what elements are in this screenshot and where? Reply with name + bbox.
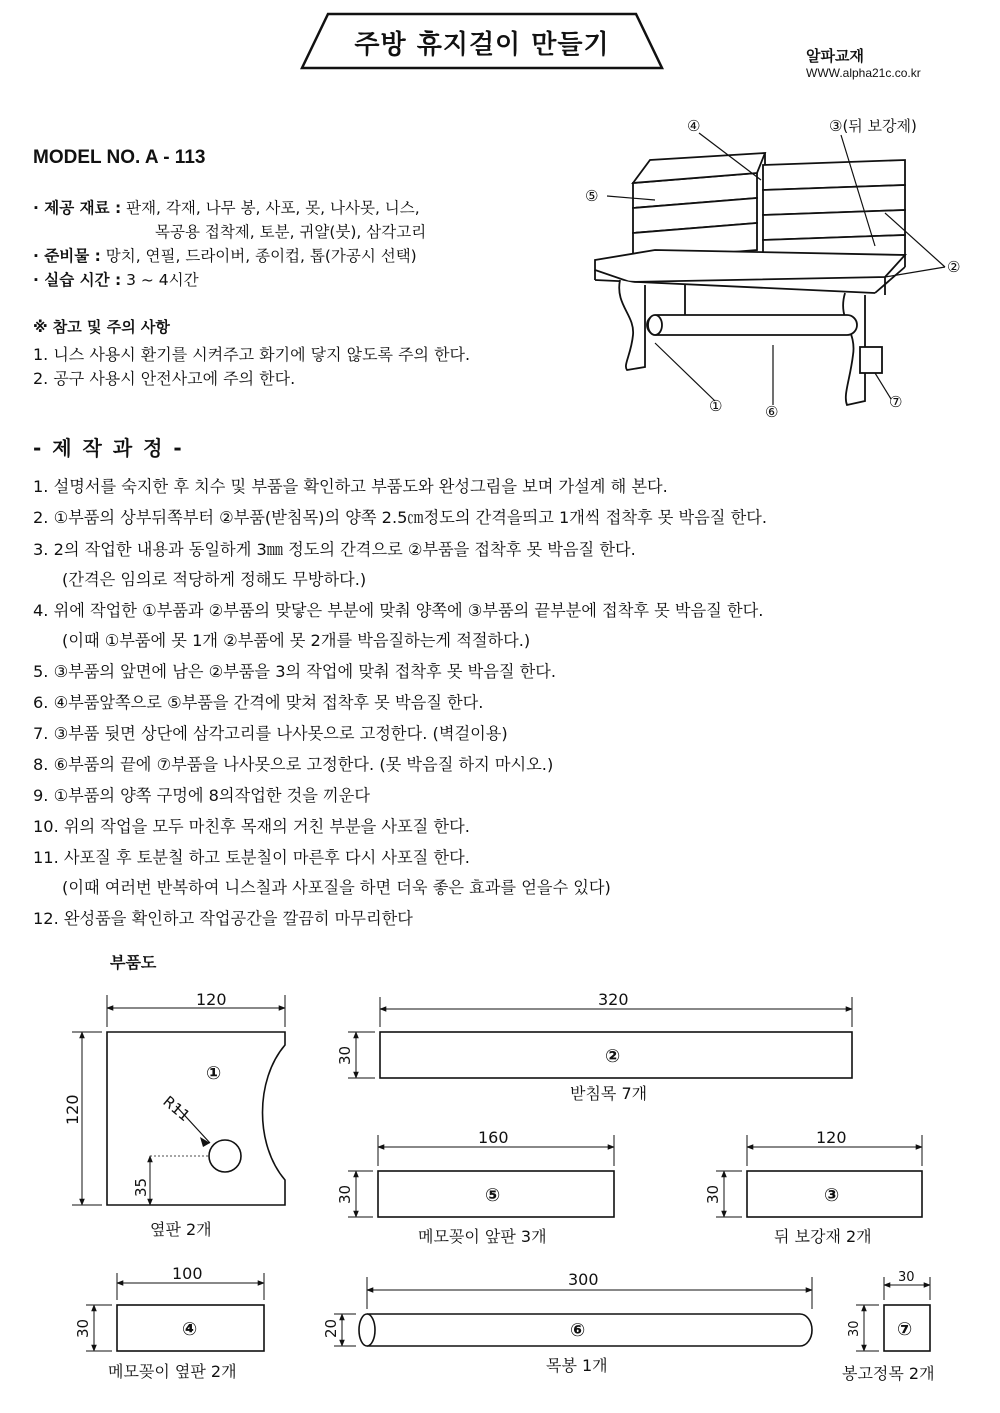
prep-label: · 준비물 : (33, 247, 101, 265)
materials-value-2: 목공용 접착제, 토분, 귀얄(붓), 삼각고리 (155, 223, 427, 241)
prep-row (33, 244, 417, 266)
part5-height: 30 (336, 1184, 354, 1204)
process-step: 10. 위의 작업을 모두 마친후 목재의 거친 부분을 사포질 한다. (33, 817, 470, 836)
process-step: 12. 완성품을 확인하고 작업공간을 깔끔히 마무리한다 (33, 909, 413, 928)
part2-width: 320 (598, 990, 629, 1009)
process-step: (이때 ①부품에 못 1개 ②부품에 못 2개를 박음질하는게 적절하다.) (62, 631, 531, 650)
part2-caption: 받침목 7개 (570, 1084, 648, 1103)
model-number: MODEL NO. A - 113 (33, 147, 206, 168)
part1-hole-height: 35 (132, 1177, 150, 1197)
part6-caption: 목봉 1개 (546, 1356, 608, 1375)
part5-width: 160 (478, 1128, 509, 1147)
part1-number: ① (206, 1063, 222, 1084)
callout-5: ⑤ (585, 187, 599, 205)
process-step: 5. ③부품의 앞면에 남은 ②부품을 3의 작업에 맞춰 접착후 못 박음질 한다. (33, 662, 557, 681)
part5-number: ⑤ (485, 1185, 501, 1206)
materials-row (33, 196, 420, 218)
part7-height: 30 (847, 1320, 862, 1337)
process-step: (이때 여러번 반복하여 니스칠과 사포질을 하면 더욱 좋은 효과를 얻을수 있다) (62, 878, 611, 897)
part3-width: 120 (816, 1128, 847, 1147)
time-label: · 실습 시간 : (33, 271, 122, 289)
part7-number: ⑦ (897, 1319, 913, 1340)
part4-caption: 메모꽂이 옆판 2개 (108, 1362, 237, 1381)
part6-height: 20 (322, 1318, 340, 1338)
part4-width: 100 (172, 1264, 203, 1283)
callout-3: ③(뒤 보강제) (829, 117, 917, 135)
part1-width: 120 (196, 990, 227, 1009)
callout-4: ④ (687, 117, 701, 135)
part6-number: ⑥ (570, 1320, 586, 1341)
callout-2: ② (947, 258, 961, 276)
notes-heading: ※ 참고 및 주의 사항 (33, 318, 170, 336)
part3-caption: 뒤 보강재 2개 (774, 1227, 872, 1246)
time-value: 3 ~ 4시간 (126, 271, 199, 289)
materials-value: 판재, 각재, 나무 봉, 사포, 못, 나사못, 니스, (126, 199, 420, 217)
process-step: 3. 2의 작업한 내용과 동일하게 3㎜ 정도의 간격으로 ②부품을 접착후 못 박음질 한다. (33, 540, 636, 559)
part7-caption: 봉고정목 2개 (842, 1364, 935, 1383)
part3-number: ③ (824, 1185, 840, 1206)
process-step: 9. ①부품의 양쪽 구멍에 8의작업한 것을 끼운다 (33, 786, 370, 805)
part4-height: 30 (74, 1318, 92, 1338)
part1-height: 120 (63, 1094, 82, 1125)
process-step: (간격은 임의로 적당하게 정해도 무방하다.) (62, 570, 367, 589)
note-item: 1. 니스 사용시 환기를 시켜주고 화기에 닿지 않도록 주의 한다. (33, 345, 471, 364)
part2-number: ② (605, 1046, 621, 1067)
callout-7: ⑦ (889, 393, 903, 411)
part1-radius: R11 (159, 1092, 194, 1126)
callout-1: ① (709, 397, 723, 415)
process-step: 8. ⑥부품의 끝에 ⑦부품을 나사못으로 고정한다. (못 박음질 하지 마시오.) (33, 755, 554, 774)
page-title: 주방 휴지걸이 만들기 (354, 30, 610, 60)
process-step: 11. 사포질 후 토분칠 하고 토분칠이 마른후 다시 사포질 한다. (33, 848, 470, 867)
time-row (33, 268, 199, 290)
note-item: 2. 공구 사용시 안전사고에 주의 한다. (33, 369, 296, 388)
part7-width: 30 (898, 1270, 915, 1285)
product-illustration (575, 105, 985, 425)
process-step: 4. 위에 작업한 ①부품과 ②부품의 맞닿은 부분에 맞춰 양쪽에 ③부품의 끝부분에 접착후 못 박음질 한다. (33, 601, 764, 620)
callout-6: ⑥ (765, 403, 779, 421)
part6-width: 300 (568, 1270, 599, 1289)
part5-caption: 메모꽂이 앞판 3개 (418, 1227, 547, 1246)
title-banner (300, 12, 664, 72)
process-heading: - 제 작 과 정 - (33, 436, 184, 460)
process-step: 7. ③부품 뒷면 상단에 삼각고리를 나사못으로 고정한다. (벽걸이용) (33, 724, 508, 743)
parts-heading: 부품도 (110, 953, 157, 972)
prep-value: 망치, 연필, 드라이버, 종이컵, 톱(가공시 선택) (105, 247, 417, 265)
brand-name: 알파교재 (806, 47, 864, 65)
part2-height: 30 (336, 1045, 354, 1065)
part3-height: 30 (704, 1184, 722, 1204)
part1-caption: 옆판 2개 (150, 1220, 212, 1239)
process-step: 1. 설명서를 숙지한 후 치수 및 부품을 확인하고 부품도와 완성그림을 보며 가설계 해 본다. (33, 477, 668, 496)
parts-drawing (0, 975, 1000, 1405)
process-step: 2. ①부품의 상부뒤쪽부터 ②부품(받침목)의 양쪽 2.5㎝정도의 간격을띄고 1개씩 접착후 못 박음질 한다. (33, 508, 768, 527)
brand-url: WWW.alpha21c.co.kr (806, 66, 921, 80)
part4-number: ④ (182, 1319, 198, 1340)
materials-label: · 제공 재료 : (33, 199, 122, 217)
process-step: 6. ④부품앞쪽으로 ⑤부품을 간격에 맞쳐 접착후 못 박음질 한다. (33, 693, 484, 712)
